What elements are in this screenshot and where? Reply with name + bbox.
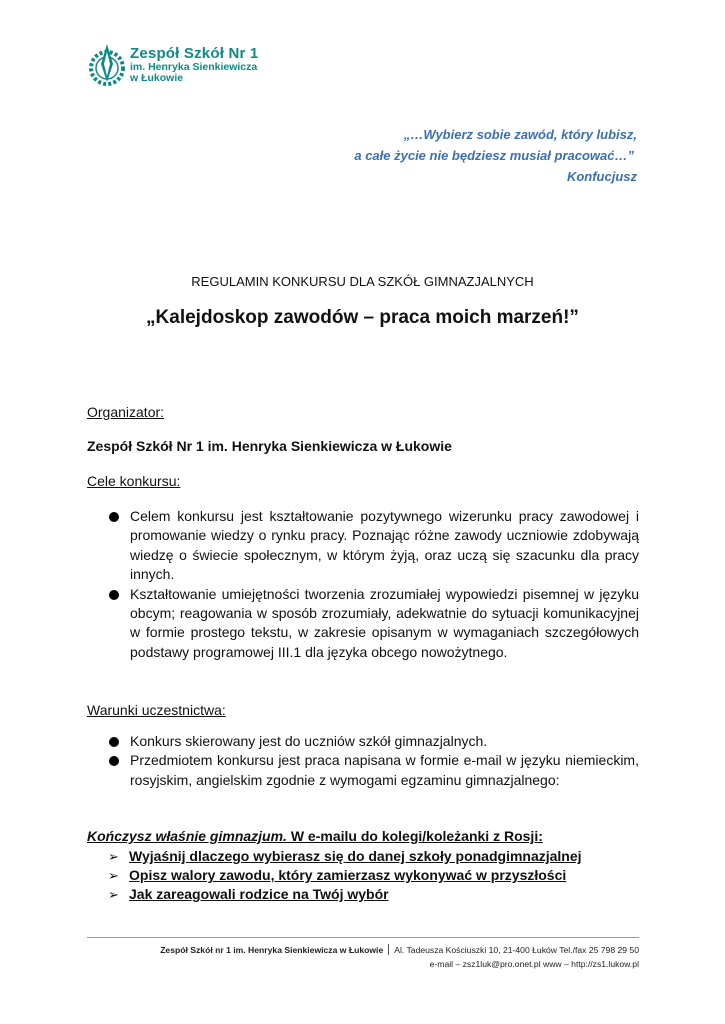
task-heading-rest: W e-mailu do kolegi/koleżanki z Rosji:: [286, 828, 543, 844]
task-text: Opisz walory zawodu, który zamierzasz wykonywać w przyszłości: [129, 867, 567, 883]
footer-divider: [87, 937, 639, 938]
goals-label: Cele konkursu:: [87, 473, 181, 489]
footer-contact: e-mail – zsz1luk@pro.onet.pl www – http://zs1.lukow.pl: [429, 959, 639, 969]
motto-quote: [354, 124, 637, 187]
condition-text: Przedmiotem konkursu jest praca napisana w formie e-mail w języku niemieckim, rosyjskim, angielskim zgodnie z wymogami egzaminu gimnazjalnego:: [130, 752, 639, 788]
list-item: [87, 732, 639, 751]
list-item: [87, 885, 582, 904]
goals-list: [87, 507, 639, 662]
gear-emblem-icon: [86, 42, 128, 90]
list-item: [87, 507, 639, 585]
task-heading: [87, 828, 543, 844]
task-text: Jak zareagowali rodzice na Twój wybór: [129, 886, 389, 902]
task-heading-italic: Kończysz właśnie gimnazjum.: [87, 828, 287, 844]
school-logo: [86, 42, 286, 92]
task-list: [87, 847, 582, 904]
footer: [160, 943, 639, 971]
goal-text: Kształtowanie umiejętności tworzenia zrozumiałej wypowiedzi pisemnej w języku obcym; reagowania w sposób zrozumiały, adekwatnie do sytuacji komunikacyjnej w formie prostego tekstu, w zakresie opisanym w wymaganiach szczegółowych podstawy programowej III.1 dla języka obcego nowożytnego.: [130, 585, 639, 660]
bullet-icon: [109, 590, 119, 600]
bullet-icon: [109, 756, 119, 766]
conditions-label: Warunki uczestnictwa:: [87, 702, 226, 718]
quote-line-1: „…Wybierz sobie zawód, który lubisz,: [403, 127, 637, 142]
list-item: [87, 866, 582, 885]
bullet-icon: [109, 512, 119, 522]
bullet-icon: [109, 737, 119, 747]
logo-text: [130, 46, 258, 84]
logo-line-3: w Łukowie: [130, 71, 184, 84]
arrow-bullet-icon: ➢: [108, 868, 119, 883]
list-item: [87, 751, 639, 790]
arrow-bullet-icon: ➢: [108, 887, 119, 902]
footer-address: Al. Tadeusza Kościuszki 10, 21-400 Łuków Tel./fax 25 798 29 50: [394, 945, 639, 955]
condition-text: Konkurs skierowany jest do uczniów szkół gimnazjalnych.: [130, 733, 488, 749]
footer-separator: [388, 944, 389, 955]
footer-school: Zespół Szkół nr 1 im. Henryka Sienkiewicza w Łukowie: [160, 945, 384, 955]
contest-title: „Kalejdoskop zawodów – praca moich marzeń!”: [146, 307, 579, 328]
quote-line-2: a całe życie nie będziesz musiał pracować…”: [354, 148, 634, 163]
conditions-list: [87, 732, 639, 790]
organizer-name: Zespół Szkół Nr 1 im. Henryka Sienkiewicza w Łukowie: [87, 438, 452, 454]
quote-author: Konfucjusz: [566, 169, 637, 184]
organizer-label: Organizator:: [87, 404, 165, 420]
goal-text: Celem konkursu jest kształtowanie pozytywnego wizerunku pracy zawodowej i promowanie wiedzy o rynku pracy. Poznając różne zawody uczniowie zdobywają wiedzę o świecie społecznym, w którym żyją, oraz uczą się szacunku dla pracy innych.: [130, 508, 639, 583]
list-item: [87, 585, 639, 663]
regulamin-title: REGULAMIN KONKURSU DLA SZKÓŁ GIMNAZJALNYCH: [191, 274, 534, 289]
list-item: [87, 847, 582, 866]
logo-line-1: Zespół Szkół Nr 1: [130, 45, 259, 62]
task-text: Wyjaśnij dlaczego wybierasz się do danej szkoły ponadgimnazjalnej: [129, 848, 582, 864]
logo-line-2: im. Henryka Sienkiewicza: [130, 60, 258, 73]
arrow-bullet-icon: ➢: [108, 849, 119, 864]
